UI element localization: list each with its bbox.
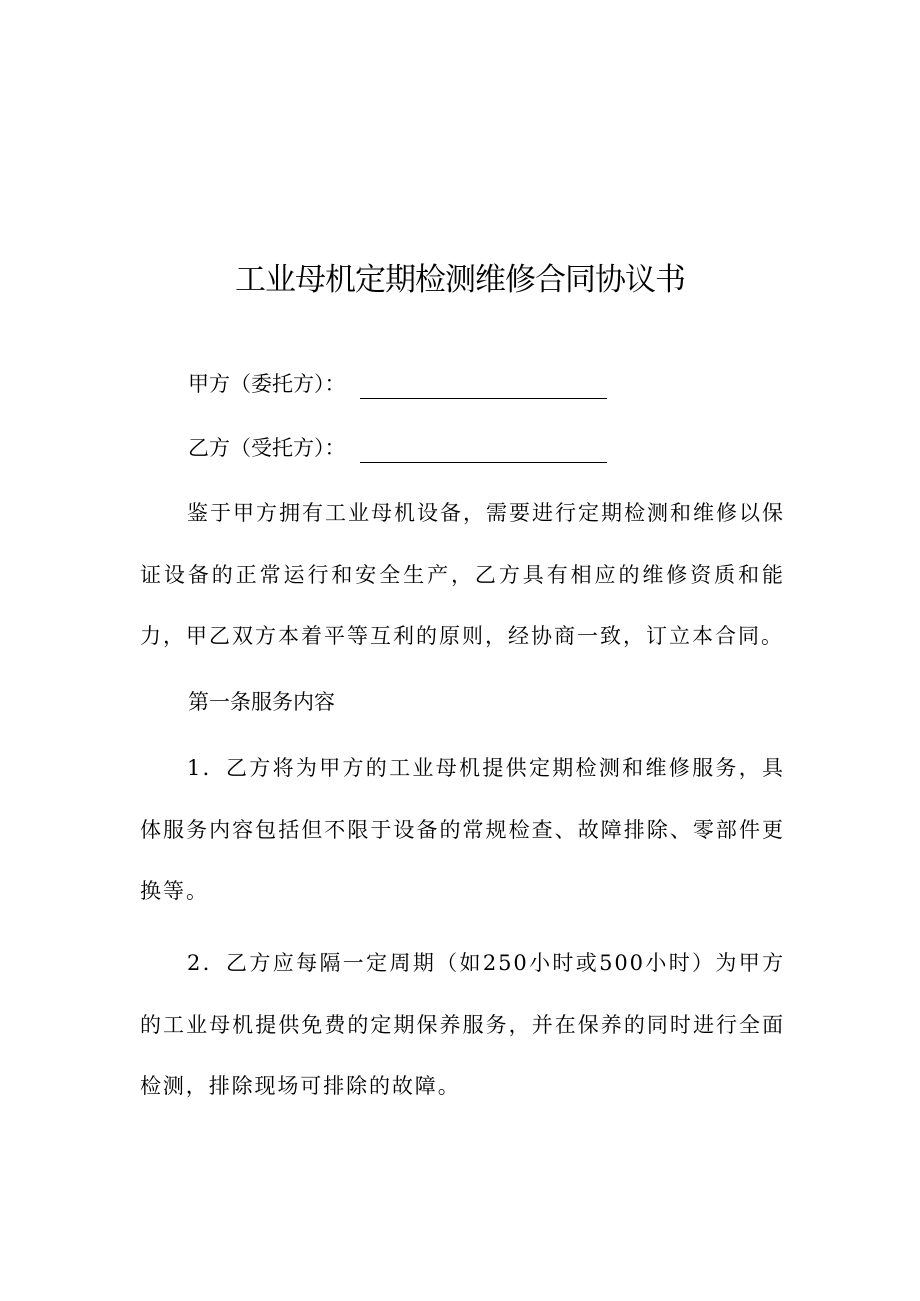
clause-1-paragraph: 1．乙方将为甲方的工业母机提供定期检测和维修服务，具体服务内容包括但不限于设备的常规检查、故障排除、零部件更换等。 [140, 756, 785, 903]
party-b-label: 乙方（受托方）： [188, 436, 346, 460]
party-a-blank [360, 374, 607, 399]
intro-paragraph: 鉴于甲方拥有工业母机设备，需要进行定期检测和维修以保证设备的正常运行和安全生产，乙方具有相应的维修资质和能力，甲乙双方本着平等互利的原则，经协商一致，订立本合同。 [140, 501, 785, 648]
document-title: 工业母机定期检测维修合同协议书 [235, 262, 685, 298]
party-b-blank [360, 438, 607, 463]
article-1-heading: 第一条服务内容 [188, 690, 335, 714]
party-a-label: 甲方（委托方）： [188, 372, 346, 396]
party-a-line [188, 369, 607, 399]
party-b-line [188, 433, 607, 463]
clause-2-paragraph: 2．乙方应每隔一定周期（如250小时或500小时）为甲方的工业母机提供免费的定期保养服务，并在保养的同时进行全面检测，排除现场可排除的故障。 [140, 951, 785, 1098]
